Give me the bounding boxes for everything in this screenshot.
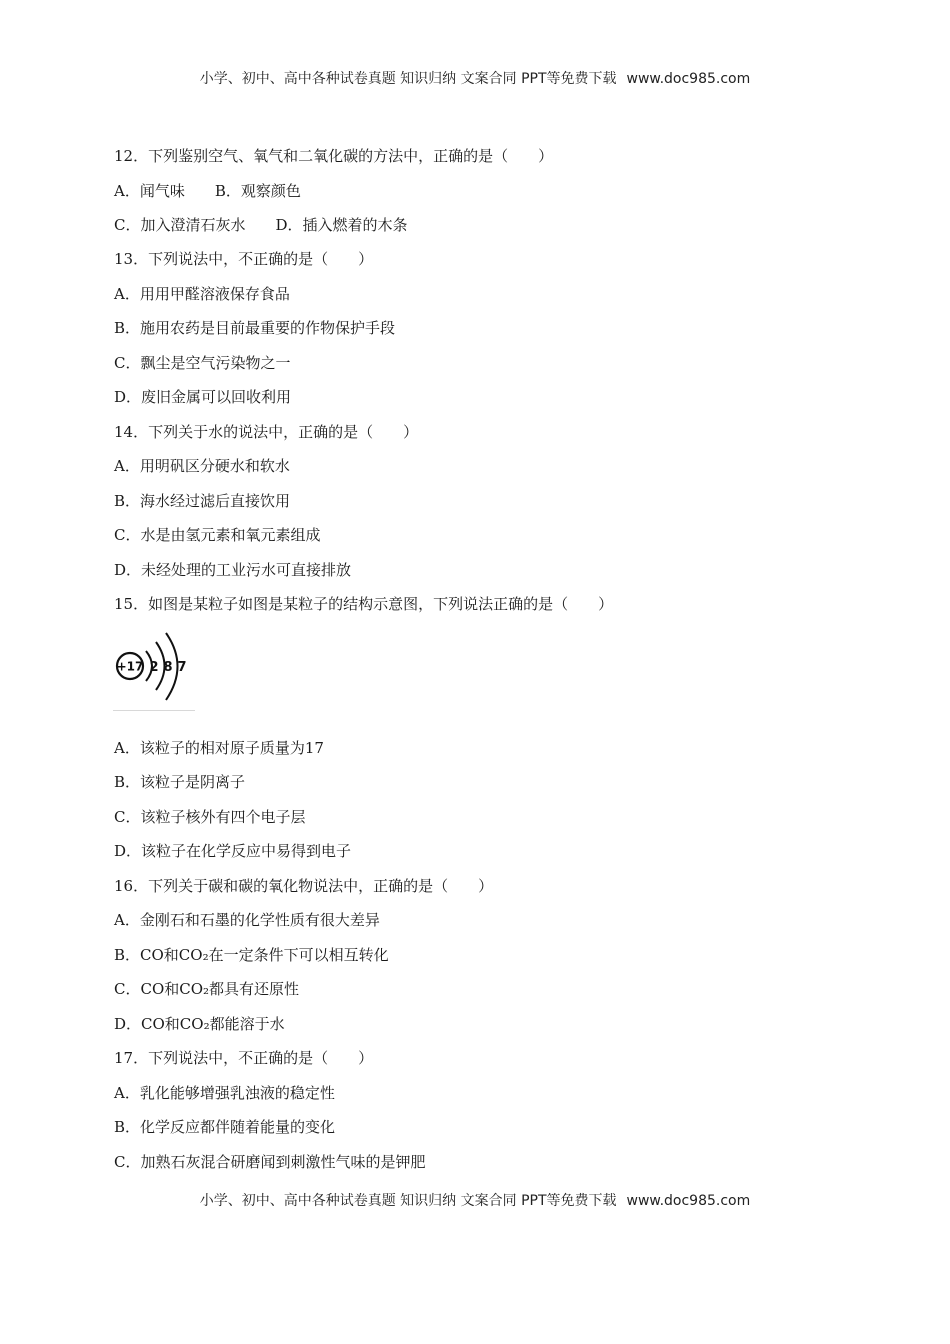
question-16-option-d: D．CO和CO₂都能溶于水 — [114, 1015, 285, 1033]
question-14-option-c: C．水是由氢元素和氧元素组成 — [114, 526, 321, 544]
question-12-option-c: C．加入澄清石灰水 — [114, 216, 246, 234]
question-12-option-d: D．插入燃着的木条 — [275, 216, 408, 234]
question-15-stem: 15．如图是某粒子如图是某粒子的结构示意图，下列说法正确的是（ ） — [114, 595, 614, 613]
footer-url[interactable]: www.doc985.com — [626, 1193, 751, 1209]
question-13-option-a: A．用用甲醛溶液保存食品 — [114, 285, 290, 303]
question-17-stem: 17．下列说法中，不正确的是（ ） — [114, 1049, 374, 1067]
question-13-stem: 13．下列说法中，不正确的是（ ） — [114, 250, 374, 268]
question-17-option-c: C．加熟石灰混合研磨闻到刺激性气味的是钾肥 — [114, 1153, 426, 1171]
question-13-option-c: C．飘尘是空气污染物之一 — [114, 354, 291, 372]
question-14-option-a: A．用明矾区分硬水和软水 — [114, 457, 290, 475]
question-15-option-b: B．该粒子是阴离子 — [114, 773, 246, 791]
question-13-option-d: D．废旧金属可以回收利用 — [114, 388, 292, 406]
page-footer — [0, 1190, 950, 1210]
question-12-option-a: A．闻气味 — [114, 182, 185, 200]
question-12-option-b: B．观察颜色 — [214, 182, 301, 200]
question-15-option-d: D．该粒子在化学反应中易得到电子 — [114, 842, 352, 860]
question-12-stem: 12．下列鉴别空气、氧气和二氧化碳的方法中，正确的是（ ） — [114, 147, 554, 165]
question-13-option-b: B．施用农药是目前最重要的作物保护手段 — [114, 319, 396, 337]
header-url[interactable]: www.doc985.com — [626, 71, 751, 87]
question-14-option-b: B．海水经过滤后直接饮用 — [114, 492, 291, 510]
question-16-option-b: B．CO和CO₂在一定条件下可以相互转化 — [114, 946, 389, 964]
question-14-option-d: D．未经处理的工业污水可直接排放 — [114, 561, 352, 579]
atomic-structure-diagram — [113, 622, 195, 711]
question-17-option-b: B．化学反应都伴随着能量的变化 — [114, 1118, 336, 1136]
question-16-option-c: C．CO和CO₂都具有还原性 — [114, 980, 300, 998]
shell-1-electrons: 2 — [149, 660, 159, 675]
nucleus-charge-label: +17 — [116, 659, 144, 674]
question-12-row-1 — [114, 181, 301, 201]
atomic-structure-svg — [113, 622, 195, 708]
question-14-stem: 14．下列关于水的说法中，正确的是（ ） — [114, 423, 419, 441]
question-17-option-a: A．乳化能够增强乳浊液的稳定性 — [114, 1084, 335, 1102]
question-16-stem: 16．下列关于碳和碳的氧化物说法中，正确的是（ ） — [114, 877, 494, 895]
question-12-row-2 — [114, 215, 408, 235]
shell-3-electrons: 7 — [177, 660, 187, 675]
question-15-option-c: C．该粒子核外有四个电子层 — [114, 808, 306, 826]
question-15-option-a: A．该粒子的相对原子质量为17 — [114, 739, 324, 757]
footer-text: 小学、初中、高中各种试卷真题 知识归纳 文案合同 PPT等免费下载 — [199, 1193, 617, 1209]
page-header — [0, 68, 950, 88]
question-16-option-a: A．金刚石和石墨的化学性质有很大差异 — [114, 911, 380, 929]
shell-2-electrons: 8 — [163, 660, 173, 675]
header-text: 小学、初中、高中各种试卷真题 知识归纳 文案合同 PPT等免费下载 — [199, 71, 617, 87]
